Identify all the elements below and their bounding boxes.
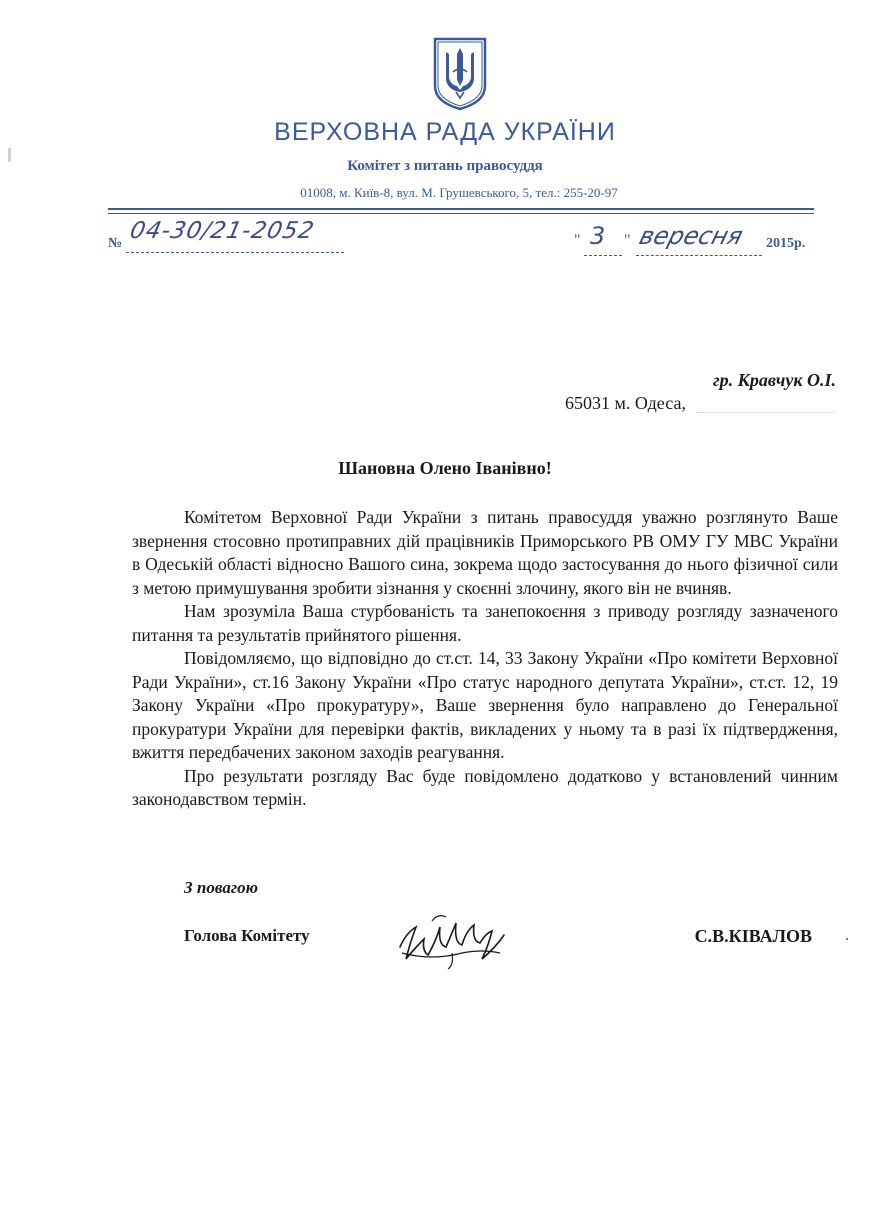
body-paragraph: Про результати розгляду Вас буде повідомлено додатково у встановлений чинним законодавством термін. — [132, 765, 838, 809]
closing-respect: З повагою — [184, 878, 259, 897]
date-open-quote: " — [574, 232, 581, 249]
trident-icon — [432, 36, 488, 112]
paper-speck — [8, 148, 11, 162]
date-month-underline — [636, 255, 762, 256]
letterhead-rule-thin — [108, 213, 814, 214]
reference-number: 04-30/21-2052 — [127, 218, 317, 244]
signer-name: С.В.КІВАЛОВ — [694, 926, 812, 946]
body-paragraph: Комітетом Верховної Ради України з питань правосуддя уважно розглянуто Ваше звернення стосовно протиправних дій працівників Приморського РВ ОМУ ГУ МВС України в Одеській області відносно Вашого сина, зокрема щодо застосування до нього фізичної сили з метою примушування зробити зізнання у скоєнні злочину, якого він не вчиняв. — [132, 507, 838, 598]
date-close-quote: " — [624, 232, 631, 249]
paper-speck — [846, 938, 848, 940]
letterhead-rule — [108, 208, 814, 210]
signer-position: Голова Комітету — [184, 926, 310, 945]
date-day-underline — [584, 255, 622, 256]
date-month: вересня — [636, 222, 746, 250]
redacted-address — [696, 398, 834, 413]
addressee-city: 65031 м. Одеса, — [565, 393, 686, 413]
salutation: Шановна Олено Іванівно! — [338, 458, 552, 478]
handwritten-signature — [392, 903, 510, 973]
letterhead-address: 01008, м. Київ-8, вул. М. Грушевського, 5, тел.: 255-20-97 — [300, 185, 618, 200]
reference-underline — [126, 252, 344, 253]
body-paragraph: Повідомляємо, що відповідно до ст.ст. 14, 33 Закону України «Про комітети Верховної Ради України», ст.16 Закону України «Про статус народного депутата України», ст.ст. 12, 19 Закону України «Про прокуратуру», Ваше звернення було направлено до Генеральної прокуратури України для перевірки фактів, викладених у ньому та в разі їх підтвердження, вжиття передбачених законом заходів реагування. — [132, 648, 838, 762]
letter-body — [132, 506, 838, 812]
reference-label: № — [108, 236, 123, 251]
letterhead-title: ВЕРХОВНА РАДА УКРАЇНИ — [274, 118, 616, 146]
body-paragraph: Нам зрозуміла Ваша стурбованість та занепокоєння з приводу розгляду зазначеного питання та результатів прийнятого рішення. — [132, 601, 838, 645]
date-day: 3 — [590, 222, 606, 250]
letterhead-committee: Комітет з питань правосуддя — [347, 158, 543, 174]
date-year: 2015р. — [766, 236, 806, 251]
addressee-name: гр. Кравчук О.І. — [713, 370, 836, 390]
